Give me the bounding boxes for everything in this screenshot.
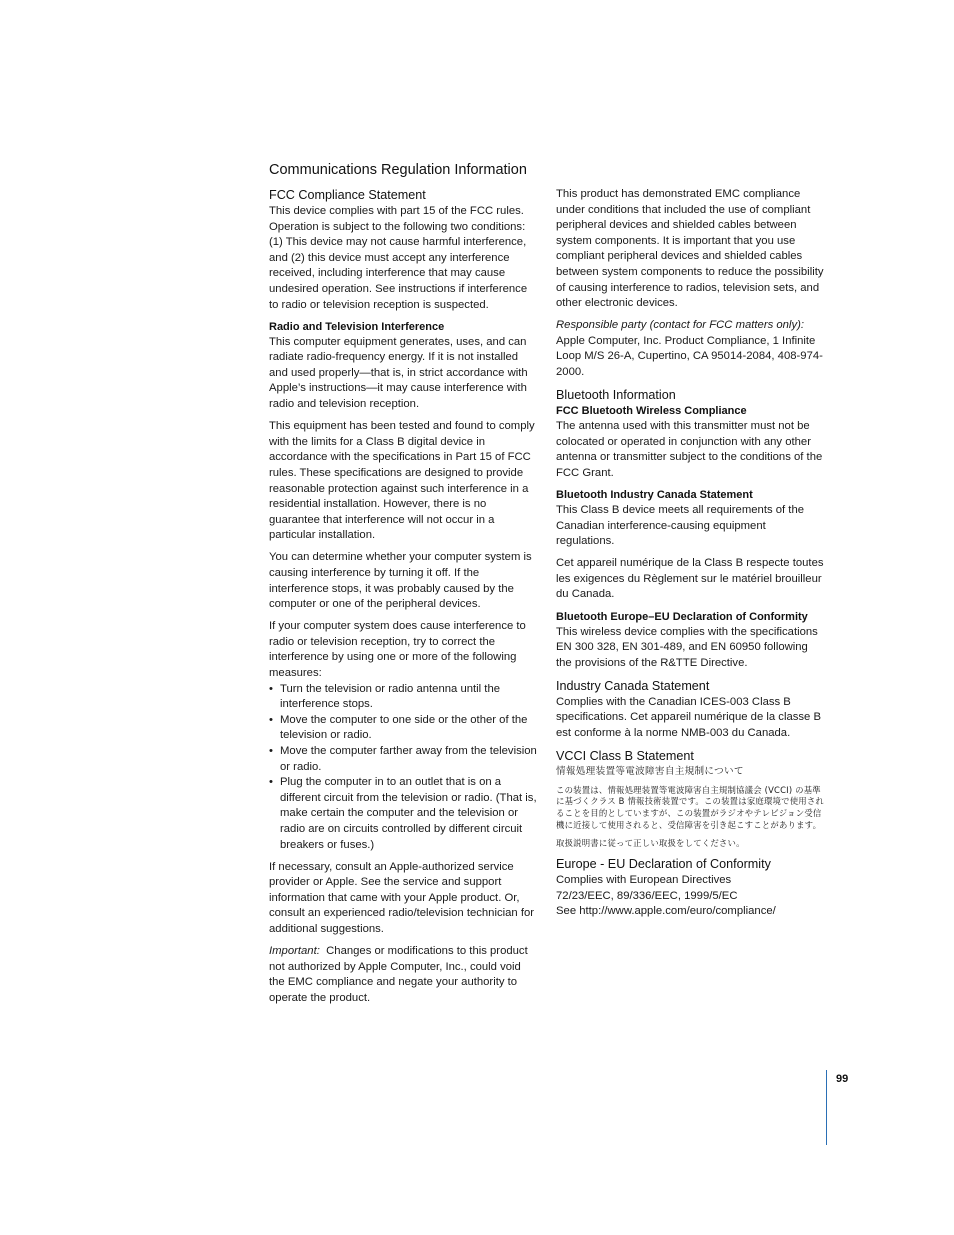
list-item: • Turn the television or radio antenna until the interference stops. <box>269 682 539 713</box>
list-item: • Move the computer farther away from the television or radio. <box>269 744 539 775</box>
eu-conformity-heading: Europe - EU Declaration of Conformity <box>556 857 771 872</box>
important-label: Important: <box>269 945 320 958</box>
radio-tv-interference-heading: Radio and Television Interference <box>269 320 445 333</box>
page-number: 99 <box>836 1073 849 1085</box>
responsible-party-label: Responsible party (contact for FCC matters only): <box>556 319 804 332</box>
bluetooth-eu-heading: Bluetooth Europe–EU Declaration of Conformity <box>556 610 808 623</box>
right-column <box>556 187 826 920</box>
bluetooth-heading: Bluetooth Information <box>556 388 676 403</box>
vcci-japanese-body: この装置は、情報処理装置等電波障害自主規制協議会 (VCCI) の基準に基づくクラス B 情報技術装置です。この装置は家庭環境で使用されることを目的としていますが、この装置がラジオやテレビジョン受信機に近接して使用されると、受信障害を引き起こすことがあります。 <box>556 784 824 830</box>
list-item: • Move the computer to one side or the other of the television or radio. <box>269 713 539 744</box>
important-note <box>269 944 539 1006</box>
bluetooth-canada-french: Cet appareil numérique de la Class B respecte toutes les exigences du Règlement sur le matériel brouilleur du Canada. <box>556 557 824 601</box>
measures-list <box>269 682 539 854</box>
vcci-japanese-title: 情報処理装置等電波障害自主規制について <box>556 766 744 778</box>
bluetooth-canada-heading: Bluetooth Industry Canada Statement <box>556 489 753 501</box>
page-title: Communications Regulation Information <box>269 162 527 178</box>
industry-canada-text: Complies with the Canadian ICES-003 Class B specifications. Cet appareil numérique de la classe B est conforme à la norme NMB-003 du Canada. <box>556 695 821 740</box>
industry-canada-heading: Industry Canada Statement <box>556 678 710 693</box>
list-item: • Plug the computer in to an outlet that is on a different circuit from the television or radio. (That is, make certain the computer and the television or radio are on circuits controlled by different circuit breakers or fuses.) <box>269 775 539 853</box>
radio-tv-paragraph-1: This computer equipment generates, uses, and can radiate radio-frequency energy. If it is not installed and used properly—that is, in strict accordance with Apple’s instructions—it may cause interference with radio and television reception. <box>269 335 528 411</box>
vcci-japanese-note: 取扱説明書に従って正しい取扱をしてください。 <box>556 837 745 848</box>
bluetooth-fcc-text: The antenna used with this transmitter must not be colocated or operated in conjunction with any other antenna or transmitter subject to the conditions of the FCC Grant. <box>556 420 823 479</box>
vcci-heading: VCCI Class B Statement <box>556 749 694 764</box>
important-text: Changes or modifications to this product not authorized by Apple Computer, Inc., could void the EMC compliance and negate your authority to operate the product. <box>269 945 528 1004</box>
radio-tv-paragraph-5: If necessary, consult an Apple-authorized service provider or Apple. See the service and support information that came with your Apple product. Or, consult an experienced radio/television technician for additional suggestions. <box>269 860 535 936</box>
fcc-compliance-text: This device complies with part 15 of the FCC rules. Operation is subject to the following two conditions: (1) This device may not cause harmful interference, and (2) this device must accept any interference received, including interference that may cause undesired operation. See instructions if interference to radio or television reception is suspected. <box>269 205 528 311</box>
bluetooth-canada-text: This Class B device meets all requirements of the Canadian interference-causing equipment regulations. <box>556 504 805 548</box>
bluetooth-fcc-heading: FCC Bluetooth Wireless Compliance <box>556 405 747 418</box>
responsible-party <box>556 318 826 380</box>
eu-conformity-line-3: See http://www.apple.com/euro/compliance/ <box>556 905 776 918</box>
responsible-party-text: Apple Computer, Inc. Product Compliance, 1 Infinite Loop M/S 26-A, Cupertino, CA 95014-2084, 408-974-2000. <box>556 334 823 379</box>
left-column <box>269 187 539 1013</box>
emc-compliance-text: This product has demonstrated EMC compliance under conditions that included the use of compliant peripheral devices and shielded cables between system components. It is important that you use compliant peripheral devices and shielded cables between system components to reduce the possibility of causing interference to radios, television sets, and other electronic devices. <box>556 188 824 310</box>
radio-tv-paragraph-4: If your computer system does cause interference to radio or television reception, try to correct the interference by using one or more of the following measures: <box>269 620 526 680</box>
radio-tv-paragraph-3: You can determine whether your computer system is causing interference by turning it off. If the interference stops, it was probably caused by the computer or one of the peripheral devices. <box>269 551 532 611</box>
eu-conformity-line-2: 72/23/EEC, 89/336/EEC, 1999/5/EC <box>556 889 738 902</box>
eu-conformity-line-1: Complies with European Directives <box>556 874 732 887</box>
bluetooth-eu-text: This wireless device complies with the specifications EN 300 328, EN 301-489, and EN 60950 following the provisions of the R&TTE Directive. <box>556 625 818 669</box>
fcc-compliance-heading: FCC Compliance Statement <box>269 188 426 202</box>
radio-tv-paragraph-2: This equipment has been tested and found to comply with the limits for a Class B digital device in accordance with the specifications in Part 15 of FCC rules. These specifications are designed to provide reasonable protection against such interference in a residential installation. However, there is no guarantee that interference will not occur in a particular installation. <box>269 420 535 542</box>
page-number-rule <box>826 1070 827 1145</box>
